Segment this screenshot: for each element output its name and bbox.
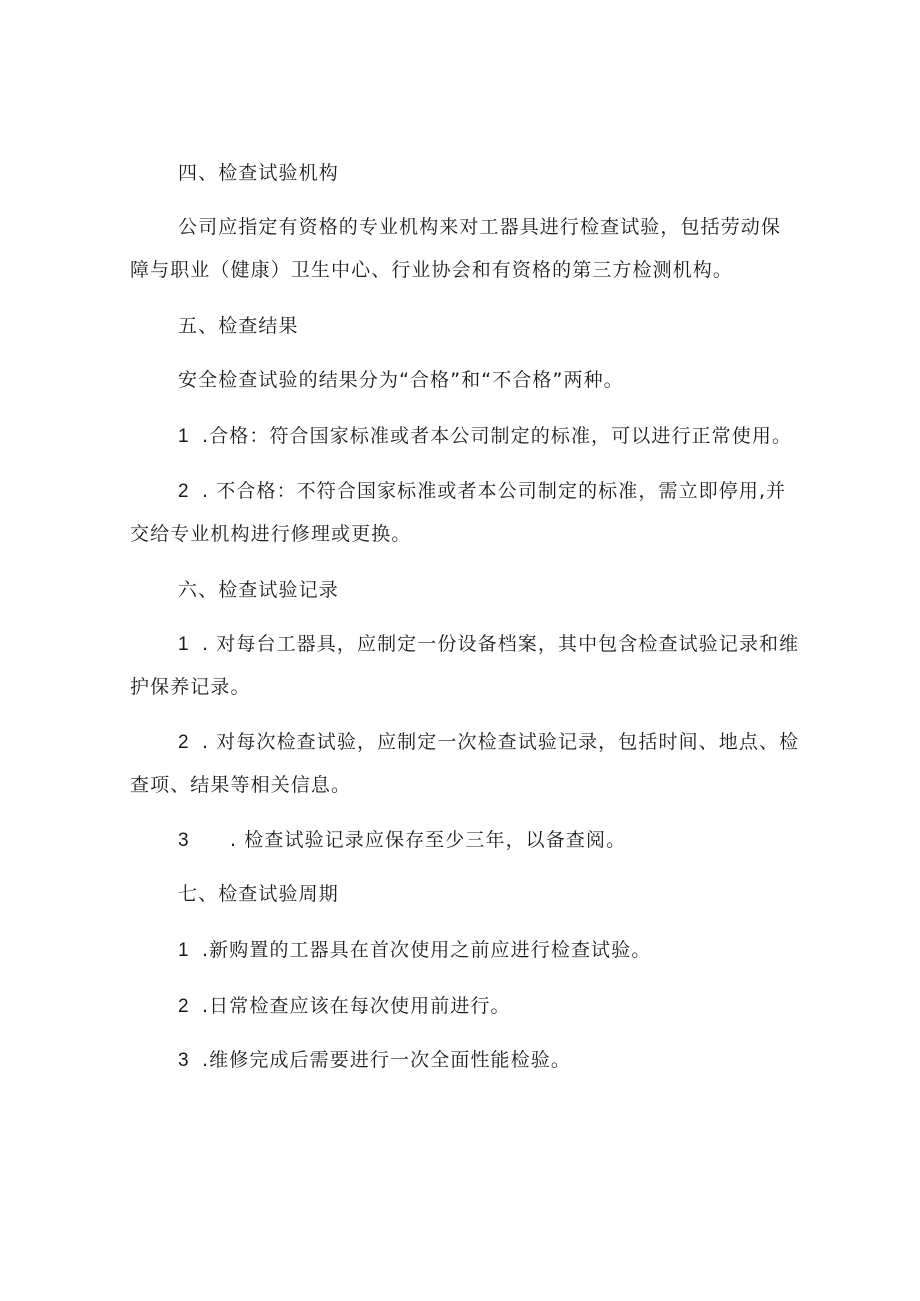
item-number: 2 — [178, 481, 189, 502]
item-number: 2 — [178, 732, 189, 753]
item-text: .合格：符合国家标准或者本公司制定的标准，可以进行正常使用。 — [202, 425, 793, 447]
item-number: 1 — [178, 940, 189, 961]
section-5-item-2-line-1 — [178, 480, 786, 503]
section-7-item-3 — [178, 1049, 571, 1072]
section-5-item-2-line-2: 交给专业机构进行修理或更换。 — [130, 523, 412, 545]
section-6-item-3 — [178, 829, 626, 852]
item-number: 3 — [178, 1050, 189, 1071]
section-5-heading: 五、检查结果 — [178, 315, 299, 337]
item-text: . 不合格：不符合国家标准或者本公司制定的标准，需立即停用,并 — [202, 480, 787, 502]
item-text: . 对每次检查试验，应制定一次检查试验记录，包括时间、地点、检 — [202, 731, 800, 753]
section-7-heading: 七、检查试验周期 — [178, 883, 339, 905]
item-text: .新购置的工器具在首次使用之前应进行检查试验。 — [202, 939, 652, 961]
section-6-heading: 六、检查试验记录 — [178, 579, 339, 601]
item-number: 1 — [178, 426, 189, 447]
section-6-item-1-line-2: 护保养记录。 — [130, 676, 251, 698]
item-text: .维修完成后需要进行一次全面性能检验。 — [202, 1049, 571, 1071]
section-5-intro: 安全检查试验的结果分为“合格”和“不合格”两种。 — [178, 369, 624, 391]
section-7-item-1 — [178, 939, 651, 962]
item-number: 2 — [178, 996, 189, 1017]
item-text: . 对每台工器具，应制定一份设备档案，其中包含检查试验记录和维 — [202, 633, 800, 655]
section-7-item-2 — [178, 995, 511, 1018]
section-5-item-1 — [178, 425, 792, 448]
section-6-item-2-line-1 — [178, 731, 799, 754]
item-text: .日常检查应该在每次使用前进行。 — [202, 995, 511, 1017]
item-text: . 检查试验记录应保存至少三年，以备查阅。 — [230, 829, 627, 851]
section-6-item-1-line-1 — [178, 633, 799, 656]
section-4-paragraph-line-1: 公司应指定有资格的专业机构来对工器具进行检查试验，包括劳动保 — [178, 216, 782, 238]
section-6-item-2-line-2: 查项、结果等相关信息。 — [130, 774, 352, 796]
item-number: 1 — [178, 634, 189, 655]
item-number: 3 — [178, 830, 189, 851]
section-4-heading: 四、检查试验机构 — [178, 162, 339, 184]
section-4-paragraph-line-2: 障与职业（健康）卫生中心、行业协会和有资格的第三方检测机构。 — [130, 259, 734, 281]
